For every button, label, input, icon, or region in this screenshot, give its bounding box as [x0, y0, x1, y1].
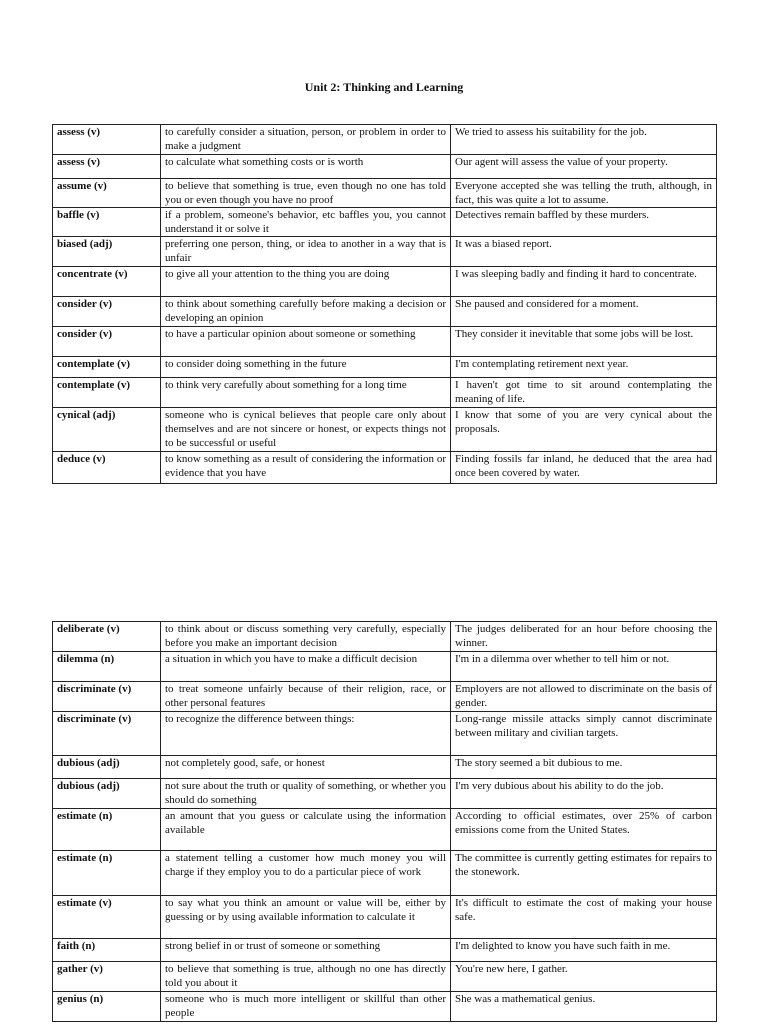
- definition-cell: someone who is much more intelligent or skillful than other people: [161, 992, 451, 1022]
- example-cell: The committee is currently getting estimates for repairs to the stonework.: [451, 851, 717, 896]
- word-cell: estimate (v): [53, 896, 161, 939]
- definition-cell: to have a particular opinion about someone or something: [161, 327, 451, 357]
- table-row: [53, 155, 717, 179]
- definition-cell: not sure about the truth or quality of something, or whether you should do something: [161, 779, 451, 809]
- definition-cell: an amount that you guess or calculate using the information available: [161, 809, 451, 851]
- example-cell: It was a biased report.: [451, 237, 717, 267]
- word-cell: biased (adj): [53, 237, 161, 267]
- table-row: [53, 779, 717, 809]
- page-title: Unit 2: Thinking and Learning: [304, 80, 464, 94]
- table-row: [53, 809, 717, 851]
- word-cell: assess (v): [53, 155, 161, 179]
- table-row: [53, 682, 717, 712]
- word-cell: dubious (adj): [53, 756, 161, 779]
- definition-cell: to know something as a result of considering the information or evidence that you have: [161, 452, 451, 484]
- example-cell: I'm in a dilemma over whether to tell him or not.: [451, 652, 717, 682]
- word-cell: dilemma (n): [53, 652, 161, 682]
- example-cell: They consider it inevitable that some jobs will be lost.: [451, 327, 717, 357]
- word-cell: deliberate (v): [53, 622, 161, 652]
- table-row: [53, 297, 717, 327]
- example-cell: You're new here, I gather.: [451, 962, 717, 992]
- table-row: [53, 179, 717, 208]
- definition-cell: to carefully consider a situation, person, or problem in order to make a judgment: [161, 125, 451, 155]
- table-row: [53, 327, 717, 357]
- word-cell: consider (v): [53, 327, 161, 357]
- word-cell: deduce (v): [53, 452, 161, 484]
- definition-cell: to treat someone unfairly because of their religion, race, or other personal features: [161, 682, 451, 712]
- example-cell: I haven't got time to sit around contemplating the meaning of life.: [451, 378, 717, 408]
- table-row: [53, 851, 717, 896]
- word-cell: assume (v): [53, 179, 161, 208]
- table-row: [53, 125, 717, 155]
- definition-cell: not completely good, safe, or honest: [161, 756, 451, 779]
- table-row: [53, 962, 717, 992]
- definition-cell: to give all your attention to the thing you are doing: [161, 267, 451, 297]
- definition-cell: to consider doing something in the future: [161, 357, 451, 378]
- word-cell: assess (v): [53, 125, 161, 155]
- definition-cell: to recognize the difference between things:: [161, 712, 451, 756]
- word-cell: consider (v): [53, 297, 161, 327]
- table-row: [53, 992, 717, 1022]
- word-cell: estimate (n): [53, 851, 161, 896]
- definition-cell: a situation in which you have to make a difficult decision: [161, 652, 451, 682]
- example-cell: Everyone accepted she was telling the truth, although, in fact, this was quite a lot to assume.: [451, 179, 717, 208]
- table-row: [53, 939, 717, 962]
- definition-cell: to believe that something is true, although no one has directly told you about it: [161, 962, 451, 992]
- example-cell: I know that some of you are very cynical about the proposals.: [451, 408, 717, 452]
- table-row: [53, 652, 717, 682]
- word-cell: contemplate (v): [53, 378, 161, 408]
- word-cell: discriminate (v): [53, 682, 161, 712]
- example-cell: Long-range missile attacks simply cannot discriminate between military and civilian targets.: [451, 712, 717, 756]
- word-cell: contemplate (v): [53, 357, 161, 378]
- word-cell: estimate (n): [53, 809, 161, 851]
- definition-cell: to think very carefully about something for a long time: [161, 378, 451, 408]
- table-row: [53, 756, 717, 779]
- word-cell: cynical (adj): [53, 408, 161, 452]
- table-row: [53, 408, 717, 452]
- table-row: [53, 712, 717, 756]
- example-cell: We tried to assess his suitability for the job.: [451, 125, 717, 155]
- example-cell: I'm contemplating retirement next year.: [451, 357, 717, 378]
- table-row: [53, 357, 717, 378]
- example-cell: I'm delighted to know you have such faith in me.: [451, 939, 717, 962]
- word-cell: gather (v): [53, 962, 161, 992]
- word-cell: baffle (v): [53, 208, 161, 237]
- word-cell: discriminate (v): [53, 712, 161, 756]
- vocabulary-table-1: [52, 124, 717, 484]
- definition-cell: to think about or discuss something very carefully, especially before you make an important decision: [161, 622, 451, 652]
- table-row: [53, 378, 717, 408]
- example-cell: She paused and considered for a moment.: [451, 297, 717, 327]
- definition-cell: to believe that something is true, even though no one has told you or even though you have no proof: [161, 179, 451, 208]
- word-cell: genius (n): [53, 992, 161, 1022]
- table-row: [53, 267, 717, 297]
- example-cell: According to official estimates, over 25% of carbon emissions come from the United States.: [451, 809, 717, 851]
- vocabulary-table-2: [52, 621, 717, 1022]
- example-cell: The story seemed a bit dubious to me.: [451, 756, 717, 779]
- word-cell: faith (n): [53, 939, 161, 962]
- example-cell: Employers are not allowed to discriminate on the basis of gender.: [451, 682, 717, 712]
- example-cell: I was sleeping badly and finding it hard to concentrate.: [451, 267, 717, 297]
- example-cell: Detectives remain baffled by these murders.: [451, 208, 717, 237]
- table-row: [53, 452, 717, 484]
- example-cell: Finding fossils far inland, he deduced that the area had once been covered by water.: [451, 452, 717, 484]
- example-cell: I'm very dubious about his ability to do the job.: [451, 779, 717, 809]
- definition-cell: to say what you think an amount or value will be, either by guessing or by using available information to calculate it: [161, 896, 451, 939]
- example-cell: The judges deliberated for an hour before choosing the winner.: [451, 622, 717, 652]
- example-cell: Our agent will assess the value of your property.: [451, 155, 717, 179]
- table-row: [53, 208, 717, 237]
- definition-cell: a statement telling a customer how much money you will charge if they employ you to do a particular piece of work: [161, 851, 451, 896]
- word-cell: concentrate (v): [53, 267, 161, 297]
- example-cell: It's difficult to estimate the cost of making your house safe.: [451, 896, 717, 939]
- word-cell: dubious (adj): [53, 779, 161, 809]
- definition-cell: someone who is cynical believes that people care only about themselves and are not sincere or honest, or expects things not to be successful or useful: [161, 408, 451, 452]
- definition-cell: strong belief in or trust of someone or something: [161, 939, 451, 962]
- definition-cell: to think about something carefully before making a decision or developing an opinion: [161, 297, 451, 327]
- definition-cell: preferring one person, thing, or idea to another in a way that is unfair: [161, 237, 451, 267]
- table-row: [53, 622, 717, 652]
- definition-cell: to calculate what something costs or is worth: [161, 155, 451, 179]
- table-row: [53, 896, 717, 939]
- example-cell: She was a mathematical genius.: [451, 992, 717, 1022]
- table-row: [53, 237, 717, 267]
- definition-cell: if a problem, someone's behavior, etc baffles you, you cannot understand it or solve it: [161, 208, 451, 237]
